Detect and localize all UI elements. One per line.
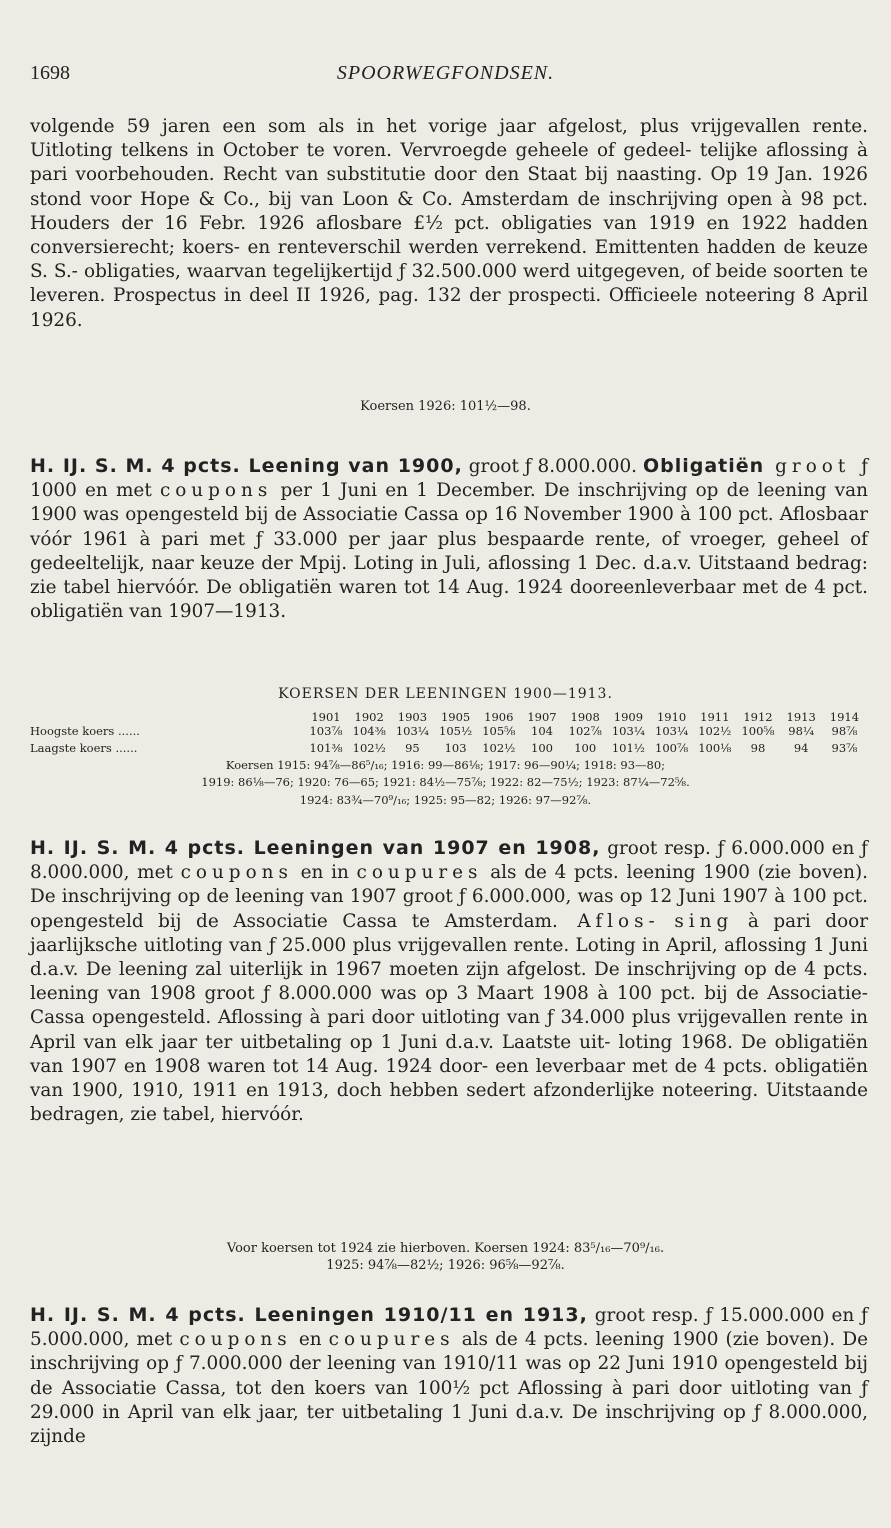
text-line: 1 December. De inschrijving op de leening van 1900 was opengesteld <box>30 480 868 526</box>
heading-suffix: groot <box>600 838 658 859</box>
table-year-header: 1905 <box>440 710 471 724</box>
table-cell: 105½ <box>439 724 473 738</box>
spaced-word: coupons <box>180 862 293 884</box>
table-cell: 102⅞ <box>568 724 602 738</box>
text-line: groot ƒ 8.000.000 was op 3 Maart 1908 à 100 pct. bij de Associatie-Cassa <box>30 983 868 1029</box>
table-cell: 100⅛ <box>698 741 732 755</box>
table-cell: 101½ <box>611 741 645 755</box>
section-heading: H. IJ. S. M. 4 pcts. Leening van 1900, <box>30 455 463 477</box>
table-cell: 102½ <box>698 724 732 738</box>
page-header <box>30 62 861 88</box>
table-cell: 104 <box>531 724 553 738</box>
table-cell: 100⅝ <box>741 724 775 738</box>
text-line: en renteverschil werden verrekend. Emittenten hadden de keuze S. S.- <box>30 237 868 283</box>
table-cell: 102½ <box>482 741 516 755</box>
table-year-header: 1908 <box>570 710 600 724</box>
table-year-header: 1911 <box>700 710 730 724</box>
text-line: opengesteld. Aflossing à pari door uitloting van ƒ 34.000 plus vrijgevallen <box>91 1007 787 1029</box>
spaced-word: Aflos- <box>557 910 660 932</box>
koersen-line: Voor koersen tot 1924 zie hierboven. Koersen 1924: 83⁵/₁₆—70⁹/₁₆. <box>226 1241 665 1256</box>
subheading: Obligatiën <box>642 455 765 477</box>
spaced-word: coupons <box>179 1329 292 1351</box>
table-cell: 103⅞ <box>309 724 343 738</box>
table-year-header: 1906 <box>484 710 514 724</box>
table-cell: 102½ <box>352 741 386 755</box>
text-line: 1961 à pari met ƒ 33.000 per jaar plus bespaarde rente, of vroeger, geheel <box>82 528 840 550</box>
text-line: elk jaar, ter uitbetaling 1 Juni d.a.v. De inschrijving op ƒ 8.000.000, zijnde <box>30 1401 869 1448</box>
table-cell: 103 <box>444 741 467 755</box>
text-line: rente in April van elk jaar ter uitbetaling op 1 Juni d.a.v. Laatste uit- <box>30 1007 868 1053</box>
spaced-word: sing <box>674 910 734 932</box>
section-leeningen-1907-1908 <box>30 836 868 1127</box>
text-fragment: en in <box>292 862 357 884</box>
spaced-word: groot <box>764 456 862 477</box>
text-fragment: en <box>291 1329 329 1351</box>
table-cell: 105⅝ <box>482 724 516 738</box>
table-cell: 100 <box>574 741 597 755</box>
text-line: rente. Uitloting telkens in October te voren. Vervroegde geheele of gedeel- <box>30 116 868 162</box>
table-year-header: 1913 <box>786 710 816 724</box>
spaced-word: coupures <box>328 1329 455 1351</box>
text-fragment: per 1 Juni en <box>272 480 409 502</box>
spaced-word: coupons <box>159 480 273 502</box>
text-fragment: à pari door jaarlijksche uitloting van ƒ 25.000 plus vrijgevallen <box>30 910 868 956</box>
text-line: 1967 moeten zijn afgelost. De inschrijving op de 4 pcts. leening van 1908 <box>30 959 868 1005</box>
koersen-line: 1919: 86⅛—76; 1920: 76—65; 1921: 84½—75⅞; 1922: 82—75½; 1923: 87¼—72⅝. <box>201 775 690 789</box>
text-line: koers van 100½ pct Aflossing à pari door uitloting van ƒ 29.000 in April van <box>30 1377 868 1423</box>
text-line: Officieele noteering 8 April 1926. <box>30 285 868 331</box>
text-fragment: resp. ƒ 6.000.000 en ƒ 8.000.000, met <box>30 838 868 884</box>
text-fragment: als de <box>454 1329 518 1351</box>
text-line: 100 pct. opengesteld bij de Associatie Cassa te Amsterdam. <box>30 886 868 932</box>
table-row-hoogste <box>30 724 870 740</box>
intro-koersen: Koersen 1926: 101½—98. <box>360 399 531 414</box>
text-line: dooreenleverbaar met de 4 pct. obligatiën van 1907—1913. <box>30 577 868 623</box>
table-cell: 98¼ <box>788 724 815 738</box>
table-cell: 103¼ <box>395 724 429 738</box>
text-line: als de 4 pcts. leening 1900 (zie boven). De inschrijving op de <box>30 862 868 908</box>
text-line: Uitstaand bedrag: zie tabel hiervóór. De obligatiën waren tot 14 Aug. 1924 <box>30 552 868 599</box>
table-row-laagste <box>30 741 870 757</box>
text-line: Amsterdam de inschrijving open à 98 pct. Houders der 16 Febr. 1926 <box>30 188 868 234</box>
heading-suffix: groot <box>587 1305 645 1326</box>
text-line: loting 1968. De obligatiën van 1907 en 1908 waren tot 14 Aug. 1924 door- <box>30 1031 868 1077</box>
section-leeningen-1910-1913 <box>30 1303 868 1449</box>
text-line: bij de Associatie Cassa op 16 November 1900 à 100 pct. Aflosbaar vóór <box>30 504 868 550</box>
table-year-header: 1902 <box>354 710 384 724</box>
table-cell: 100⅞ <box>655 741 689 755</box>
table-title: KOERSEN DER LEENINGEN 1900—1913. <box>278 686 613 702</box>
text-line: aflosbare £½ pct. obligaties van 1919 en 1922 hadden conversierecht; koers- <box>30 212 868 259</box>
table-cell: 103¼ <box>611 724 645 738</box>
text-line: hebben sedert afzonderlijke noteering. Uitstaande bedragen, zie tabel, <box>30 1080 868 1126</box>
table-year-header: 1912 <box>743 710 773 724</box>
text-line: telijke aflossing à pari voorbehouden. Recht van substitutie door den Staat <box>30 140 868 186</box>
table-cell: 98⅞ <box>831 724 858 738</box>
table-row-label: Hoogste koers ...... <box>30 724 140 738</box>
table-cell: 104⅜ <box>352 724 386 738</box>
text-line: van 1910/11 was op 22 Juni 1910 opengesteld bij de Associatie Cassa, tot den <box>30 1353 868 1399</box>
text-line: bij naasting. Op 19 Jan. 1926 stond voor Hope & Co., bij van Loon & Co. <box>30 164 868 210</box>
table-row-label: Laagste koers ...... <box>30 741 138 755</box>
text-line: 4 pcts. leening 1900 (zie boven). De inschrijving op ƒ 7.000.000 der leening <box>30 1329 868 1375</box>
text-line: hiervóór. <box>221 1104 304 1126</box>
section-heading: H. IJ. S. M. 4 pcts. Leeningen 1910/11 en 1913, <box>30 1304 588 1326</box>
section-leening-1900 <box>30 454 868 624</box>
text-line: een leverbaar met de 4 pcts. obligatiën van 1900, 1910, 1911 en 1913, doch <box>30 1055 868 1102</box>
intro-paragraph <box>30 115 868 333</box>
table-cell: 103¼ <box>655 724 689 738</box>
text-line: soorten te leveren. Prospectus in deel II 1926, pag. 132 der prospecti. <box>30 261 868 307</box>
table-year-header: 1910 <box>656 710 687 724</box>
table-year-header: 1903 <box>397 710 428 724</box>
heading-suffix: groot ƒ 8.000.000. <box>462 456 638 477</box>
table-cell: 100 <box>531 741 553 755</box>
table-year-header: 1907 <box>527 710 557 724</box>
koersen-line: 1924: 83¾—70⁹/₁₆; 1925: 95—82; 1926: 97—92⅞. <box>299 793 592 807</box>
table-cell: 94 <box>793 741 809 755</box>
page-number: 1698 <box>30 62 70 84</box>
table-year-header: 1909 <box>613 710 644 724</box>
table-year-header: 1914 <box>829 710 860 724</box>
running-title: SPOORWEGFONDSEN. <box>336 62 555 84</box>
spaced-word: coupures <box>356 862 483 884</box>
table-cell: 93⅞ <box>831 741 858 755</box>
text-line: volgende 59 jaren een som als in het vorige jaar afgelost, plus vrijgevallen <box>30 116 801 137</box>
table-year-header: 1901 <box>311 710 341 724</box>
text-fragment: ƒ 1000 en met <box>30 456 868 502</box>
table-cell: 98 <box>750 741 766 755</box>
koersen-line: 1925: 94⅞—82½; 1926: 96⅝—92⅞. <box>326 1258 565 1273</box>
text-fragment: resp. ƒ 15.000.000 en ƒ 5.000.000, met <box>30 1305 868 1351</box>
table-cell: 95 <box>405 741 420 755</box>
section-heading: H. IJ. S. M. 4 pcts. Leeningen van 1907 en 1908, <box>30 837 601 859</box>
text-line: of gedeeltelijk, naar keuze der Mpij. Loting in Juli, aflossing 1 Dec. d.a.v. <box>30 528 868 574</box>
text-line: leening van 1907 groot ƒ 6.000.000, was op 12 Juni 1907 à <box>235 886 786 908</box>
text-line: rente. Loting in April, aflossing 1 Juni d.a.v. De leening zal uiterlijk in <box>30 934 868 981</box>
koersen-line: Koersen 1915: 94⅞—86⁵/₁₆; 1916: 99—86⅛; 1917: 96—90¼; 1918: 93—80; <box>225 758 666 772</box>
table-cell: 101⅜ <box>309 741 343 755</box>
text-line: obligaties, waarvan tegelijkertijd ƒ 32.500.000 werd uitgegeven, of beide <box>84 261 767 283</box>
